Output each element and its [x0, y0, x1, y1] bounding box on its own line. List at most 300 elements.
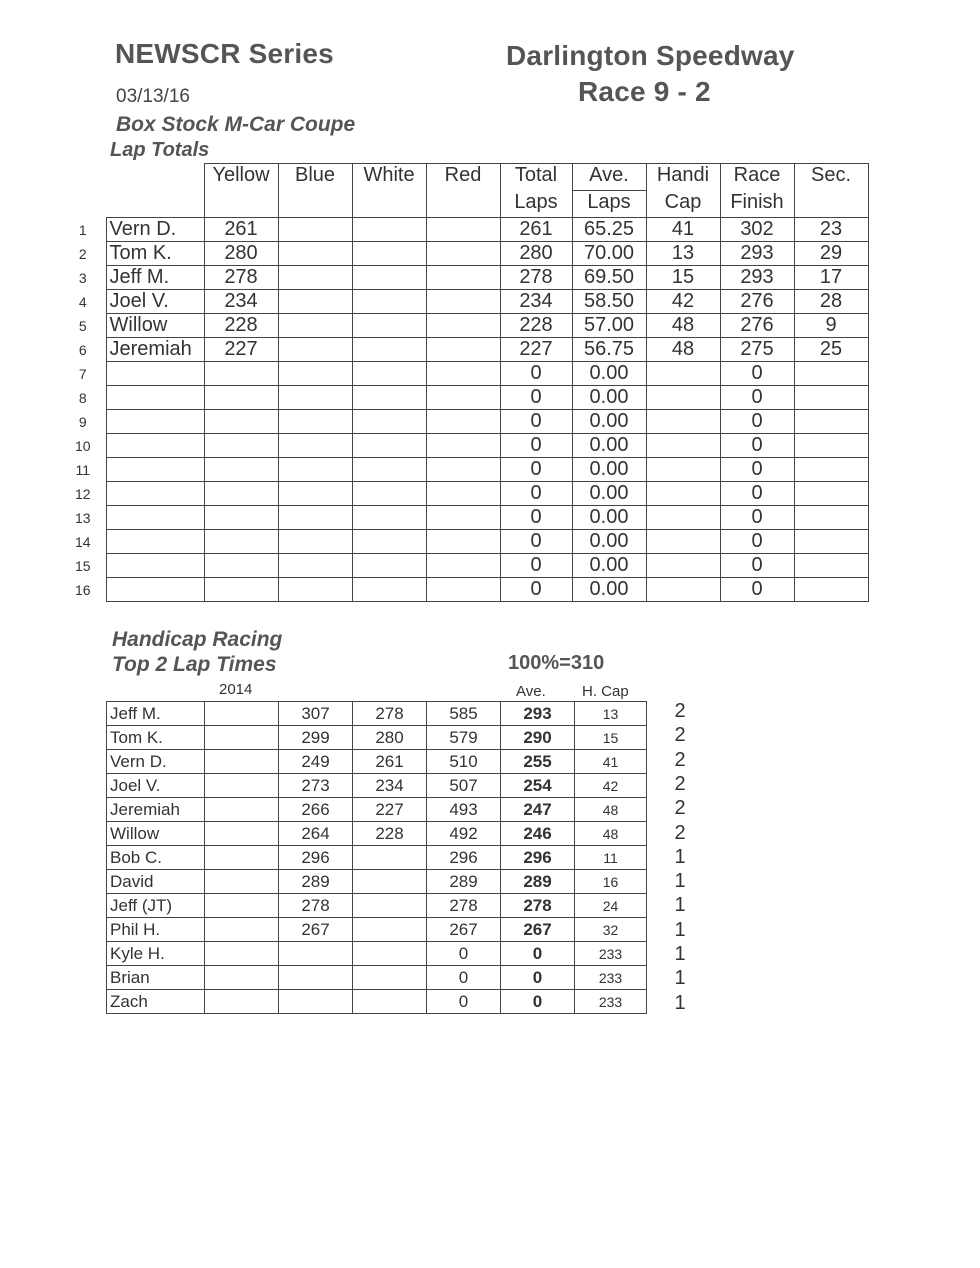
red-laps [426, 338, 500, 362]
header-ave: Ave. [572, 164, 646, 191]
best-lap-2: 228 [353, 822, 427, 846]
lap-2014 [205, 918, 279, 942]
red-laps [426, 458, 500, 482]
blue-laps [278, 458, 352, 482]
red-laps [426, 434, 500, 458]
handicap [646, 530, 720, 554]
race-finish: 0 [720, 482, 794, 506]
lap-sum: 510 [427, 750, 501, 774]
lap-2014 [205, 750, 279, 774]
handicap: 13 [646, 242, 720, 266]
average-laps: 0.00 [572, 410, 646, 434]
table-row [60, 362, 868, 386]
best-lap-1 [279, 942, 353, 966]
seconds [794, 362, 868, 386]
red-laps [426, 362, 500, 386]
race-date: 03/13/16 [116, 86, 190, 107]
handicap [646, 578, 720, 602]
driver-name: Tom K. [107, 726, 205, 750]
lap-2014 [205, 846, 279, 870]
track-title: Darlington Speedway [506, 40, 795, 71]
table-row [60, 482, 868, 506]
header-blue: Blue [278, 164, 352, 191]
white-laps [352, 386, 426, 410]
average-laps: 69.50 [572, 266, 646, 290]
yellow-laps [204, 362, 278, 386]
handicap-value: 24 [575, 894, 647, 918]
red-laps [426, 410, 500, 434]
driver-name: Jeff M. [107, 702, 205, 726]
best-lap-2: 234 [353, 774, 427, 798]
table-row [60, 218, 868, 242]
driver-name [106, 458, 204, 482]
blue-laps [278, 482, 352, 506]
yellow-laps [204, 458, 278, 482]
yellow-laps [204, 578, 278, 602]
white-laps [352, 482, 426, 506]
handicap: 48 [646, 338, 720, 362]
lap-sum: 267 [427, 918, 501, 942]
driver-name [106, 578, 204, 602]
handicap [646, 386, 720, 410]
race-finish: 293 [720, 242, 794, 266]
race-finish: 0 [720, 506, 794, 530]
lap-average: 0 [501, 942, 575, 966]
yellow-laps [204, 410, 278, 434]
total-laps: 227 [500, 338, 572, 362]
red-laps [426, 554, 500, 578]
race-number: Race 9 - 2 [578, 76, 711, 107]
average-laps: 56.75 [572, 338, 646, 362]
handicap-value: 233 [575, 990, 647, 1014]
red-laps [426, 314, 500, 338]
total-laps: 280 [500, 242, 572, 266]
driver-name [106, 362, 204, 386]
table-row [60, 290, 868, 314]
driver-name: Willow [107, 822, 205, 846]
driver-name: Bob C. [107, 846, 205, 870]
driver-name: Jeremiah [106, 338, 204, 362]
row-number: 6 [78, 341, 87, 358]
best-lap-2 [353, 966, 427, 990]
driver-name: Joel V. [106, 290, 204, 314]
handicap [646, 482, 720, 506]
lap-average: 255 [501, 750, 575, 774]
best-lap-1: 289 [279, 870, 353, 894]
race-finish: 276 [720, 290, 794, 314]
table-row [60, 530, 868, 554]
table-row [107, 774, 647, 798]
table-row [60, 314, 868, 338]
white-laps [352, 554, 426, 578]
table-row [60, 386, 868, 410]
lap-sum: 579 [427, 726, 501, 750]
lap-2014 [205, 822, 279, 846]
yellow-laps: 261 [204, 218, 278, 242]
race-finish: 0 [720, 530, 794, 554]
table-row [60, 578, 868, 602]
race-finish: 0 [720, 434, 794, 458]
row-number: 16 [74, 581, 91, 598]
lap-average: 0 [501, 966, 575, 990]
white-laps [352, 506, 426, 530]
total-laps: 278 [500, 266, 572, 290]
average-laps: 58.50 [572, 290, 646, 314]
driver-name: Willow [106, 314, 204, 338]
handicap: 48 [646, 314, 720, 338]
race-finish: 275 [720, 338, 794, 362]
table-row [60, 338, 868, 362]
lap-sum: 296 [427, 846, 501, 870]
handicap: 41 [646, 218, 720, 242]
best-lap-1: 267 [279, 918, 353, 942]
row-number: 13 [74, 509, 91, 526]
lap-sum: 507 [427, 774, 501, 798]
driver-name [106, 554, 204, 578]
table-row [107, 990, 647, 1014]
total-laps: 0 [500, 410, 572, 434]
driver-name: Tom K. [106, 242, 204, 266]
lap-sum: 0 [427, 942, 501, 966]
row-number: 14 [74, 533, 91, 550]
header-handicap: Handi [646, 164, 720, 191]
seconds: 23 [794, 218, 868, 242]
best-lap-1: 307 [279, 702, 353, 726]
lap-average: 0 [501, 990, 575, 1014]
average-laps: 0.00 [572, 506, 646, 530]
seconds [794, 554, 868, 578]
section-title: Lap Totals [110, 139, 210, 161]
row-number: 9 [78, 413, 87, 430]
lap-sum: 0 [427, 990, 501, 1014]
driver-name: Kyle H. [107, 942, 205, 966]
yellow-laps: 280 [204, 242, 278, 266]
best-lap-1 [279, 966, 353, 990]
handicap-table [106, 701, 647, 1014]
table-row [60, 554, 868, 578]
best-lap-2: 280 [353, 726, 427, 750]
race-finish: 0 [720, 554, 794, 578]
header-total: Total [500, 164, 572, 191]
table-row [60, 434, 868, 458]
yellow-laps [204, 530, 278, 554]
average-laps: 0.00 [572, 578, 646, 602]
race-finish: 302 [720, 218, 794, 242]
yellow-laps [204, 482, 278, 506]
race-count: 1 [674, 918, 686, 941]
driver-name [106, 410, 204, 434]
blue-laps [278, 338, 352, 362]
average-laps: 0.00 [572, 530, 646, 554]
white-laps [352, 314, 426, 338]
best-lap-1: 273 [279, 774, 353, 798]
handicap-value: 42 [575, 774, 647, 798]
best-lap-2 [353, 942, 427, 966]
header-handicap-cap: Cap [646, 191, 720, 218]
driver-name: David [107, 870, 205, 894]
lap-sum: 278 [427, 894, 501, 918]
lap-sum: 585 [427, 702, 501, 726]
blue-laps [278, 242, 352, 266]
race-count: 1 [674, 870, 686, 893]
header-yellow: Yellow [204, 164, 278, 191]
table-row [60, 242, 868, 266]
header-race-finish: Finish [720, 191, 794, 218]
red-laps [426, 242, 500, 266]
class-title: Box Stock M-Car Coupe [116, 113, 356, 136]
yellow-laps [204, 386, 278, 410]
red-laps [426, 386, 500, 410]
yellow-laps [204, 506, 278, 530]
row-number: 11 [75, 461, 91, 478]
red-laps [426, 578, 500, 602]
best-lap-1: 266 [279, 798, 353, 822]
white-laps [352, 434, 426, 458]
white-laps [352, 410, 426, 434]
handicap-value: 32 [575, 918, 647, 942]
handicap: 42 [646, 290, 720, 314]
best-lap-2: 227 [353, 798, 427, 822]
race-count: 2 [674, 748, 686, 771]
lap-average: 247 [501, 798, 575, 822]
hundred-percent-label: 100%=310 [508, 652, 605, 674]
white-laps [352, 530, 426, 554]
total-laps: 0 [500, 530, 572, 554]
seconds [794, 386, 868, 410]
lap-2014 [205, 966, 279, 990]
handicap-value: 15 [575, 726, 647, 750]
seconds [794, 410, 868, 434]
lap-2014 [205, 774, 279, 798]
handicap [646, 458, 720, 482]
lap-2014 [205, 990, 279, 1014]
average-laps: 0.00 [572, 482, 646, 506]
seconds: 29 [794, 242, 868, 266]
lap-average: 290 [501, 726, 575, 750]
series-title: NEWSCR Series [115, 38, 334, 69]
seconds [794, 578, 868, 602]
total-laps: 234 [500, 290, 572, 314]
row-number: 7 [78, 365, 87, 382]
handicap-value: 13 [575, 702, 647, 726]
yellow-laps [204, 434, 278, 458]
lap-2014 [205, 894, 279, 918]
lap-sum: 0 [427, 966, 501, 990]
handicap-value: 48 [575, 822, 647, 846]
lap-2014 [205, 942, 279, 966]
best-lap-1: 249 [279, 750, 353, 774]
race-finish: 0 [720, 386, 794, 410]
blue-laps [278, 386, 352, 410]
seconds [794, 458, 868, 482]
handicap [646, 506, 720, 530]
best-lap-2: 261 [353, 750, 427, 774]
red-laps [426, 482, 500, 506]
race-count: 1 [674, 991, 686, 1014]
lap-average: 278 [501, 894, 575, 918]
handicap [646, 434, 720, 458]
handicap: 15 [646, 266, 720, 290]
red-laps [426, 530, 500, 554]
average-laps: 70.00 [572, 242, 646, 266]
handicap-title: Handicap Racing [112, 628, 283, 651]
total-laps: 0 [500, 386, 572, 410]
race-count: 1 [674, 967, 686, 990]
table-row [60, 410, 868, 434]
table-row [107, 942, 647, 966]
race-count: 1 [674, 894, 686, 917]
lap-sum: 289 [427, 870, 501, 894]
average-laps: 0.00 [572, 434, 646, 458]
blue-laps [278, 506, 352, 530]
yellow-laps: 228 [204, 314, 278, 338]
handicap [646, 410, 720, 434]
driver-name [106, 506, 204, 530]
red-laps [426, 506, 500, 530]
seconds: 28 [794, 290, 868, 314]
lap-average: 289 [501, 870, 575, 894]
row-number: 12 [74, 485, 91, 502]
yellow-laps: 227 [204, 338, 278, 362]
row-number: 5 [78, 317, 87, 334]
handicap [646, 362, 720, 386]
driver-name: Joel V. [107, 774, 205, 798]
seconds: 9 [794, 314, 868, 338]
average-laps: 0.00 [572, 554, 646, 578]
total-laps: 0 [500, 458, 572, 482]
year-label: 2014 [219, 681, 253, 698]
row-number: 4 [78, 293, 87, 310]
lap-sum: 493 [427, 798, 501, 822]
total-laps: 0 [500, 578, 572, 602]
handicap-value: 16 [575, 870, 647, 894]
header-white: White [352, 164, 426, 191]
table-row [107, 822, 647, 846]
total-laps: 228 [500, 314, 572, 338]
driver-name [106, 482, 204, 506]
table-row [107, 846, 647, 870]
blue-laps [278, 362, 352, 386]
lap-sum: 492 [427, 822, 501, 846]
hcap-label: H. Cap [582, 683, 629, 700]
seconds [794, 482, 868, 506]
driver-name: Phil H. [107, 918, 205, 942]
table-row [107, 894, 647, 918]
red-laps [426, 290, 500, 314]
total-laps: 0 [500, 362, 572, 386]
driver-name: Jeff (JT) [107, 894, 205, 918]
table-row [107, 726, 647, 750]
driver-name: Zach [107, 990, 205, 1014]
lap-average: 293 [501, 702, 575, 726]
table-row [107, 702, 647, 726]
white-laps [352, 266, 426, 290]
blue-laps [278, 434, 352, 458]
blue-laps [278, 578, 352, 602]
white-laps [352, 362, 426, 386]
lap-2014 [205, 702, 279, 726]
driver-name: Vern D. [106, 218, 204, 242]
driver-name: Jeremiah [107, 798, 205, 822]
seconds: 17 [794, 266, 868, 290]
race-count: 2 [674, 797, 686, 820]
white-laps [352, 338, 426, 362]
row-number: 1 [78, 221, 87, 238]
lap-average: 254 [501, 774, 575, 798]
table-row [107, 750, 647, 774]
driver-name: Brian [107, 966, 205, 990]
blue-laps [278, 218, 352, 242]
handicap-value: 233 [575, 942, 647, 966]
best-lap-1: 299 [279, 726, 353, 750]
best-lap-2 [353, 918, 427, 942]
driver-name: Vern D. [107, 750, 205, 774]
race-count: 1 [674, 845, 686, 868]
blue-laps [278, 314, 352, 338]
total-laps: 0 [500, 506, 572, 530]
handicap-subtitle: Top 2 Lap Times [112, 653, 277, 676]
header-sec: Sec. [794, 164, 868, 191]
driver-name [106, 434, 204, 458]
lap-average: 246 [501, 822, 575, 846]
blue-laps [278, 530, 352, 554]
driver-name: Jeff M. [106, 266, 204, 290]
race-count: 2 [674, 821, 686, 844]
race-count: 2 [674, 700, 686, 722]
handicap-value: 11 [575, 846, 647, 870]
lap-average: 267 [501, 918, 575, 942]
handicap [646, 554, 720, 578]
yellow-laps [204, 554, 278, 578]
blue-laps [278, 290, 352, 314]
yellow-laps: 234 [204, 290, 278, 314]
lap-totals-table [60, 163, 869, 602]
best-lap-2 [353, 894, 427, 918]
average-laps: 0.00 [572, 362, 646, 386]
seconds: 25 [794, 338, 868, 362]
seconds [794, 530, 868, 554]
blue-laps [278, 554, 352, 578]
header-ave-laps: Laps [572, 191, 646, 218]
white-laps [352, 578, 426, 602]
white-laps [352, 218, 426, 242]
average-laps: 57.00 [572, 314, 646, 338]
race-finish: 276 [720, 314, 794, 338]
yellow-laps: 278 [204, 266, 278, 290]
handicap-value: 41 [575, 750, 647, 774]
ave-label: Ave. [516, 683, 546, 700]
handicap-value: 48 [575, 798, 647, 822]
total-laps: 0 [500, 554, 572, 578]
driver-name [106, 530, 204, 554]
total-laps: 0 [500, 434, 572, 458]
driver-name [106, 386, 204, 410]
best-lap-2 [353, 846, 427, 870]
white-laps [352, 290, 426, 314]
seconds [794, 506, 868, 530]
table-row [107, 870, 647, 894]
white-laps [352, 458, 426, 482]
best-lap-1 [279, 990, 353, 1014]
table-row [107, 798, 647, 822]
table-row [107, 966, 647, 990]
red-laps [426, 266, 500, 290]
average-laps: 0.00 [572, 386, 646, 410]
lap-2014 [205, 798, 279, 822]
blue-laps [278, 266, 352, 290]
table-row [107, 918, 647, 942]
white-laps [352, 242, 426, 266]
